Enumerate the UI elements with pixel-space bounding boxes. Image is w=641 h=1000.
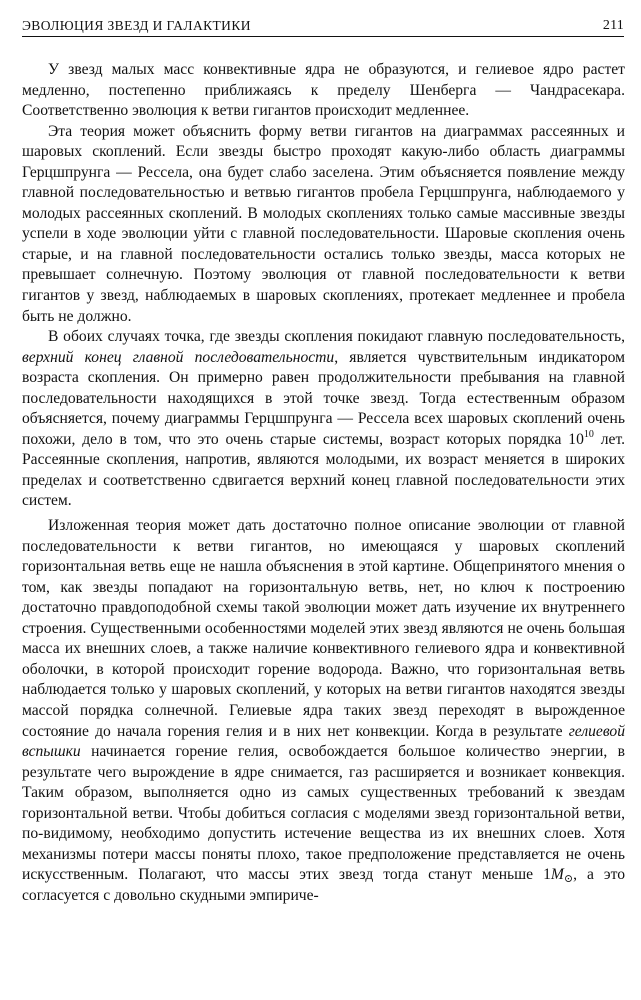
paragraph-3 [22,327,625,512]
running-title: ЭВОЛЮЦИЯ ЗВЕЗД И ГАЛАКТИКИ [22,18,251,33]
page-number: 211 [602,18,624,33]
paragraph-3-start: В обоих случаях точка, где звезды скопления покидают главную последовательность, [48,328,625,346]
paragraph-3-middle: , является чувствительным индикатором возраста скопления. Он примерно равен продолжительности пребывания на главной последовательности находящихся в этой точке звезд. Тогда естественным образом объясняется, почему диаграммы Герцшпрунга — Рессела всех шаровых скоплений очень похожи, дело в том, что это очень старые системы, возраст которых порядка 10 [22,348,625,448]
paragraph-3-end: лет. Рассеянные скопления, напротив, являются молодыми, их возраст меняется в широких пределах и соответственно сдвигается верхний конец главной последовательности этих систем. [22,430,625,510]
emphasis-upper-end: верхний конец главной последовательности [22,348,335,366]
paragraph-4-end: , а это согласуется с довольно скудными эмпириче- [22,866,625,904]
solar-mass-symbol: M [550,866,564,884]
paragraph-4-middle: начинается горение гелия, освобождается большое количество энергии, в результате чего вырождение в ядре снимается, газ расширяется и возникает конвекция. Таким образом, выполняется одно из самых существенных требований к звездам горизонтальной ветви. Чтобы добиться согласия с моделями звезд горизонтальной ветви, по-видимому, необходимо допустить истечение вещества из их внешних слоев. Хотя механизмы потери массы поняты плохо, такое предположение представляется не очень искусственным. Полагают, что массы этих звезд тогда станут меньше 1 [22,743,625,884]
running-header [22,18,624,37]
exponent: 10 [583,428,594,440]
paragraph-4-start: Изложенная теория может дать достаточно полное описание эволюции от главной последовательности к ветви гигантов, но имеющаяся у шаровых скоплений горизонтальная ветвь еще не нашла объяснения в этой картине. Общепринятого мнения о том, как звезды попадают на горизонтальную ветвь, нет, но ключ к построению достаточно правдоподобной схемы такой эволюции может дать изучение их внутреннего строения. Существенными особенностями моделей этих звезд являются не очень большая масса их внешних слоев, а также наличие конвективного гелиевого ядра и конвективной оболочки, в которой происходит горение водорода. Важно, что горизонтальная ветвь наблюдается только у шаровых скоплений, у которых на ветви гигантов находятся звезды массой порядка солнечной. Гелиевые ядра таких звезд переходят в вырожденное состояние до начала горения гелия и в них нет конвекции. Когда в результате [22,517,625,740]
emphasis-helium-flash: гелиевой вспышки [22,722,625,761]
paragraph-4 [22,516,625,906]
paragraph-1: У звезд малых масс конвективные ядра не образуются, и гелиевое ядро растет медленно, постепенно приближаясь к пределу Шенберга — Чандрасекара. Соответственно эволюция к ветви гигантов происходит медленнее. [22,61,625,120]
body-text [22,60,625,906]
sun-symbol: ⊙ [563,873,574,886]
paragraph-2: Эта теория может объяснить форму ветви гигантов на диаграммах рассеянных и шаровых скоплений. Если звезды быстро проходят какую-либо область диаграммы Герцшпрунга — Рессела, она будет слабо заселена. Этим объясняется появление между главной последовательностью и ветвью гигантов пробела Герцшпрунга, наблюдаемого у молодых рассеянных скоплений. В молодых скоплениях только самые массивные звезды успели в ходе эволюции уйти с главной последовательности. Шаровые скопления очень старые, и на главной последовательности остались только звезды, масса которых не превышает солнечную. Поэтому эволюция от главной последовательности к ветви гигантов у звезд, наблюдаемых в шаровых скоплениях, протекает медленнее и пробела быть не должно. [22,122,625,325]
